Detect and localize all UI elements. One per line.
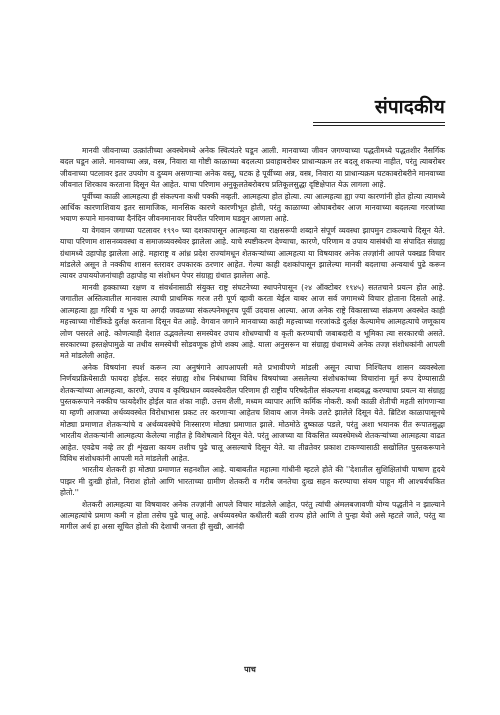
paragraph: अनेक विषयांना स्पर्श करून त्या अनुषंगाने आपआपली मते प्रभावीपणे मांडली असून त्याचा निश्चितच शासन व्यवस्थेला निर्णयप्रक्रियेसाठी फायदा होईल. सदर संग्राह्य शोध निबंधाच्या विविध विषयांच्या असलेल्या संशोधकांच्या विचारांना मूर्त रूप देण्यासाठी शेतकऱ्यांच्या आत्महत्या, कारणे, उपाय व कृषिप्रधान व्यवस्थेवरील परिणाम ही राष्ट्रीय परिषदेतील संकल्पना शब्दबद्ध करण्याचा प्रयत्न या संग्राह्य पुस्तकरूपाने नक्कीच फायदेशीर होईल यात शंका नाही. उत्तम शैली, मध्यम व्यापार आणि कर्मिक नोकरी. कधी काळी शेतीची महती सांगणाऱ्या या म्हणी आजच्या अर्थव्यवस्थेत विरोधाभास प्रकट तर करणाऱ्या आहेतच शिवाय आज नेमके उलटे झालेले दिसून येते. ब्रिटिश काळापासूनचे मोठ्या प्रमाणात शेतकऱ्यांचे व अर्थव्यवस्थेचे निःस्सारण मोठ्या प्रमाणात झाले. मोठमोठे दुष्काळ पडले, परंतु अशा भयानक रीत रूपातसुद्धा भारतीय शेतकऱ्यांनी आत्महत्या केलेल्या नाहीत हे विशेषत्वाने दिसून येते. परंतु आजच्या या विकसित व्यवस्थेमध्ये शेतकऱ्यांच्या आत्महत्या वाढत आहेत. एवढेच नव्हे तर ही शृंखला कायम तशीच पुढे चालू असल्याचे दिसून येते. या तीव्रतेवर प्रकाश टाकण्यासाठी सखोलित पुस्तकरूपाने विविध संशोधकांनी आपली मते मांडलेली आहेत. [60, 362, 445, 463]
paragraph: या वेगवान जगाच्या पटलावर १९९० च्या दशकापासून आत्महत्या या राक्षसरूपी शब्दाने संपूर्ण व्यवस्था झापमुन टाकल्याचे दिसून येते. याचा परिणाम शासनव्यवस्था व समाजव्यवस्थेवर झालेला आहे. याचे स्पष्टीकरण देण्याचा, कारणे, परिणाम व उपाय यासंबंधी या संपादित संग्राह्य ग्रंथामध्ये उहापोह झालेला आहे. महाराष्ट्र व आंध्र प्रदेश राज्यांमधून शेतकऱ्यांच्या आत्महत्या या विषयावर अनेक तज्ज्ञांनी आपले पक्खड विचार मांडलेले असून ते नक्कीच शासन स्तरावर उपकारक ठरणार आहेत. गेल्या काही दशकांपासून झालेल्या मानवी बदलाचा अन्वयार्थ पुढे करून त्यावर उपाययोजनांचाही उहापोह या संशोधन पेपर संग्राह्य ग्रंथात झालेला आहे. [60, 225, 445, 281]
title-underline [313, 122, 445, 126]
page-title: संपादकीय [374, 96, 445, 118]
paragraph: पूर्वीच्या काळी आत्महत्या ही संकल्पना कधी पक्की नव्हती. आत्महत्या होत होत्या. त्या आत्महत्या ह्या ज्या कारणांनी होत होत्या त्यामध्ये आर्थिक कारणाशिवाय इतर सामाजिक, मानसिक कारणे कारणीभूत होती, परंतु काळाच्या ओघाबरोबर आज मानवाच्या बदलत्या गरजांच्या भयाण रूपाने मानवाच्या दैनंदिन जीवनमानावर विपरीत परिणाम घडवून आणला आहे. [60, 191, 445, 224]
paragraph: मानवी जीवनाच्या उत्क्रांतीच्या अवस्थेमध्ये अनेक स्थित्यंतरे घडून आली. मानवाच्या जीवन जगण्याच्या पद्धतीमध्ये पद्धतशीर नैसर्गिक बदल घडून आले. मानवाच्या अन्न, वस्त्र, निवारा या गोष्टी काळाच्या बदलत्या प्रवाहाबरोबर प्राधान्यक्रम तर बदलू शकल्या नाहीत, परंतु त्याबरोबर जीवनाच्या पटलावर इतर उपयोग व दुय्यम असणाऱ्या अनेक वस्तू, घटक हे पूर्वीच्या अन्न, वस्त्र, निवारा या प्राधान्यक्रम घटकाबरोबरीने मानवाच्या जीवनात शिरकाव करताना दिसून येत आहेत. याचा परिणाम अनुकूलतेबरोबरच प्रतिकूलसुद्धा दृष्टिक्षेपात येऊ लागला आहे. [60, 146, 445, 190]
paragraph: भारतीय शेतकरी हा मोठ्या प्रमाणात सहनशील आहे. याबाबतीत महात्मा गांधीनी म्हटले होते की ''देशातील सुशिक्षितांची पाषाण हृदये पाझर मी दुःखी होतो, निराश होतो आणि भारताच्या ग्रामीण शेतकरी व गरीब जनतेचा दुःख सहन करण्याचा संयम पाहून मी आश्चर्यचकित होतो.'' [60, 465, 445, 498]
editorial-body [60, 145, 445, 533]
page-number: पाच [244, 665, 256, 674]
paragraph: मानवी हक्काच्या रक्षण व संवर्धनासाठी संयुक्त राष्ट्र संघटनेच्या स्थापनेपासून (२४ ऑक्टोबर १९४५) सततचाने प्रयत्न होत आहे. जगातील अस्तित्वातील मानवास त्याची प्राथमिक गरज तरी पूर्ण व्हावी करता येईल याबर आज सर्व जगामध्ये विचार होताना दिसतो आहे. आत्महत्या ह्या गरिबी व भूक या अगदी जवळच्या संकल्पनेमधूनच पूर्वी उदयास आल्या. आज अनेक राष्ट्रे विकासाच्या संक्रमण अवस्थेत काही महत्त्वाच्या गोष्टींकडे दुर्लक्ष करताना दिसून येत आहे. वेगवान जगाने मानवाच्या काही महत्त्वाच्या गरजांकडे दुर्लक्ष केल्यामेच आत्महत्याचे जणूकाय लोण पसरले आहे. कोणत्याही देशात उद्भवलेल्या समस्येवर उपाय शोधण्याची व कृती करण्याची जबाबदारी व भूमिका त्या सरकारची असते. सरकारच्या हस्तक्षेपामुळे या तथीव समस्येची सोडवणूक होणे शक्य आहे. याला अनुसरून या संग्राह्य ग्रंथामध्ये अनेक तज्ज्ञ संशोधकांनी आपली मते मांडलेली आहेत. [60, 282, 445, 361]
page-title-block [375, 96, 445, 118]
paragraph: शेतकरी आत्महत्या या विषयावर अनेक तज्ज्ञांनी आपले विचार मांडलेले आहेत, परंतु त्यांची अंमलबजावणी योग्य पद्धतीने न झाल्याने आत्महत्यांचे प्रमाण कमी न होता तसेच पुढे चालू आहे. अर्थव्यवस्थेत कधीतरी बळी राज्य होते आणि ते पुन्हा येवो असे म्हटले जाते, परंतु या मागील अर्थ हा असा सूचित होतो की देशाची जनता ही सुखी, आनंदी [60, 499, 445, 532]
